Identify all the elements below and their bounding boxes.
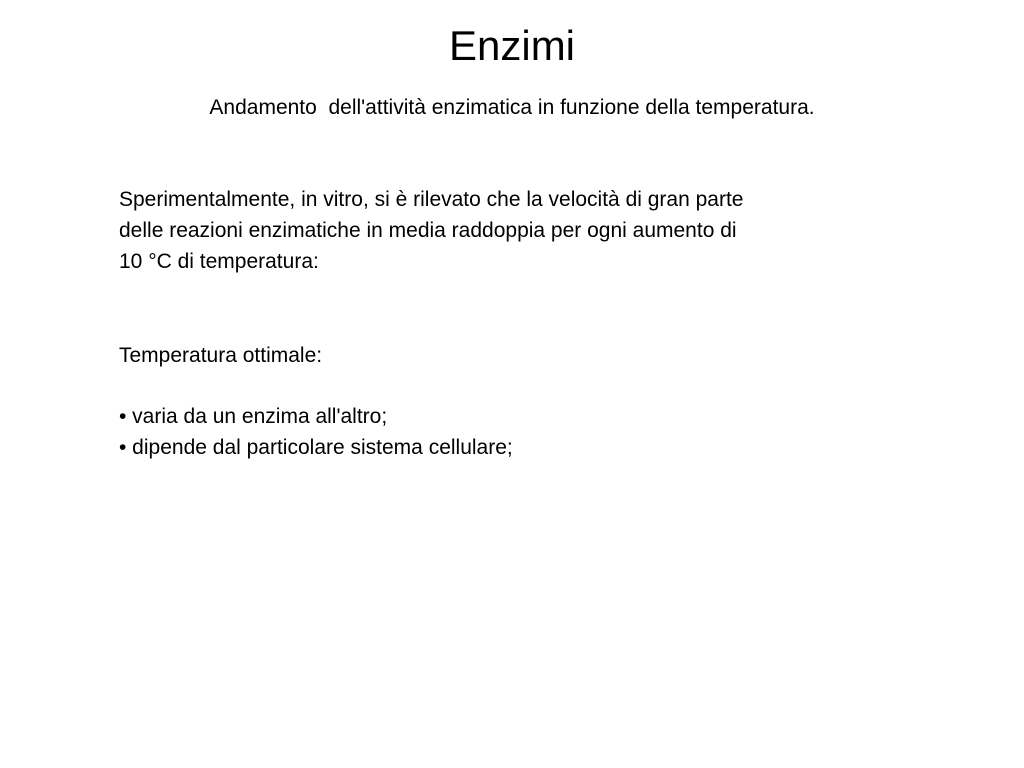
- bullet-item: • dipende dal particolare sistema cellulare;: [119, 436, 513, 459]
- paragraph-line: Sperimentalmente, in vitro, si è rilevato che la velocità di gran parte: [119, 188, 744, 211]
- slide-subtitle: Andamento dell'attività enzimatica in funzione della temperatura.: [209, 96, 815, 119]
- bullet-item: • varia da un enzima all'altro;: [119, 405, 388, 428]
- slide-title: Enzimi: [448, 22, 576, 69]
- paragraph-line: delle reazioni enzimatiche in media raddoppia per ogni aumento di: [119, 219, 737, 242]
- paragraph-line: 10 °C di temperatura:: [119, 250, 319, 273]
- section-heading: Temperatura ottimale:: [119, 344, 323, 367]
